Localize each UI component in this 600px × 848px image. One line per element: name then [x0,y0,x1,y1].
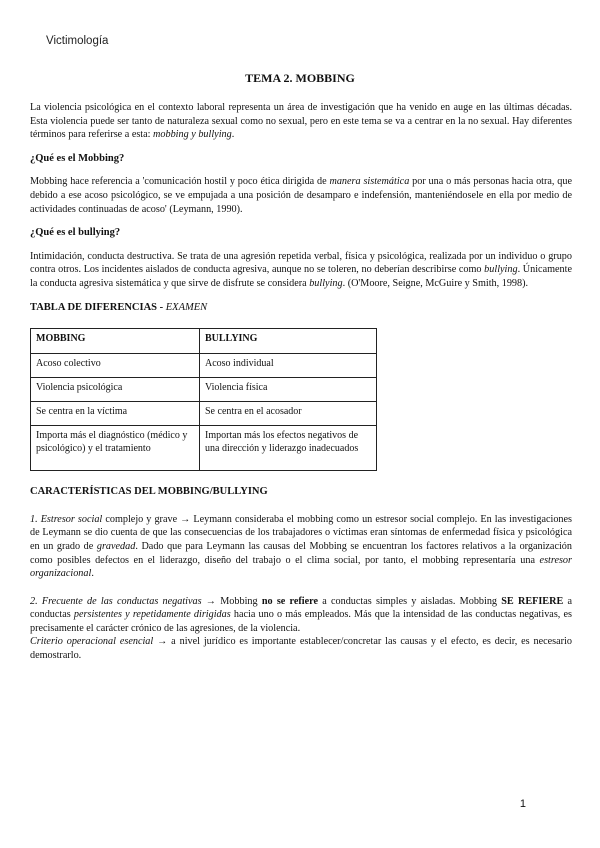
table-row [31,354,377,378]
bullying-text-b: . Únicamente la conducta agresiva sistemática y que sirve de disfrute se considera [30,264,572,289]
item2-text-d: hacia uno o más empleados. Más que la intensidad de las conductas negativas, es precisamente el carácter crónico de las agresiones, de la violencia. [30,609,572,634]
document-body [30,101,572,663]
bullying-emph-b: bullying [309,277,343,289]
mobbing-paragraph [30,175,572,216]
intro-text: La violencia psicológica en el contexto laboral representa un área de investigación que ha venido en auge en las últimas décadas. Esta violencia puede ser tanto de naturaleza sexual como no sexual, pero en este tema se va a centrar en la no sexual. Hay diferentes términos para referirse a esta: [30,102,572,141]
bullying-heading: ¿Qué es el bullying? [30,227,121,239]
table-cell-mobbing: Se centra en la víctima [31,402,200,426]
item2-text-b: a conductas simples y aisladas. Mobbing [318,595,502,607]
table-cell-bullying: Se centra en el acosador [200,402,377,426]
table-cell-mobbing: Acoso colectivo [31,354,200,378]
item1-text-a: complejo y grave → Leymann consideraba el mobbing como un estresor social complejo. En las investigaciones de Leymann se dio cuenta de que las consecuencias de los trabajadores o víctimas eran síntomas de enfermedad física y psicológica en un grado de [30,513,572,552]
document-header: Victimología [46,35,109,47]
item1-emph-b: estresor organizacional [30,554,572,580]
characteristic-item-2 [30,595,572,636]
item2-bold-a: no se refiere [261,595,318,607]
bullying-text-c: . (O'Moore, Seigne, McGuire y Smith, 1998). [342,277,529,289]
column-header-mobbing: MOBBING [31,329,200,354]
table-heading-emph: EXAMEN [165,301,208,313]
intro-terms: mobbing y bullying [153,129,232,141]
table-heading [30,301,572,315]
characteristics-heading: CARACTERÍSTICAS DEL MOBBING/BULLYING [30,486,268,498]
intro-paragraph: La violencia psicológica en el contexto laboral representa un área de investigación que ha venido en auge en las últimas décadas. Esta violencia puede ser tanto de naturaleza sexual como no sexual, pero en este tema se va a centrar en la no sexual. Hay diferentes términos para referirse a esta: mobbing y bullying. [30,102,572,141]
page-number: 1 [519,798,526,810]
characteristic-item-3 [30,635,572,662]
item1-label: 1. Estresor social [30,513,103,525]
item2-text-c: a conductas [30,595,573,621]
item3-label: Criterio operacional esencial [30,636,154,648]
bullying-emph-a: bullying [484,264,518,276]
table-cell-mobbing: Violencia psicológica [31,378,200,402]
item2-text-a: → Mobbing [201,595,262,607]
item2-emph-a: persistentes y repetidamente dirigidas [73,609,231,621]
page-title: TEMA 2. MOBBING [245,71,355,85]
bullying-paragraph [30,250,572,291]
table-row [31,378,377,402]
mobbing-text-a: Mobbing hace referencia a 'comunicación hostil y poco ética dirigida de [30,176,330,188]
item2-label: 2. Frecuente de las conductas negativas [30,595,202,607]
item1-text-b: . Dado que para Leymann las causas del Mobbing se encuentran los factores relativos a la organización como posibles defectos en el liderazgo, diseño del trabajo o el clima social, por tanto, el mobbing representaría una [30,540,572,566]
table-header-row [31,329,377,354]
table-cell-bullying: Acoso individual [200,354,377,378]
item2-bold-b: SE REFIERE [501,595,564,607]
bullying-text-a: Intimidación, conducta destructiva. Se trata de una agresión repetida verbal, física y psicológica, realizada por un individuo o grupo contra otros. Los incidentes aislados de conducta agresiva, aunque no se toleren, no deberían describirse como [30,250,572,276]
mobbing-heading: ¿Qué es el Mobbing? [30,152,125,164]
table-heading-text: TABLA DE DIFERENCIAS - [30,301,166,313]
column-header-bullying: BULLYING [200,329,377,354]
differences-table [30,328,377,471]
table-row [31,402,377,426]
characteristic-item-1 [30,513,572,581]
table-cell-mobbing: Importa más el diagnóstico (médico y psicológico) y el tratamiento [31,426,200,471]
mobbing-emph: manera sistemática [329,176,410,188]
item3-text: → a nivel jurídico es importante establecer/concretar las causas y el efecto, es decir, es necesario demostrarlo. [30,636,572,662]
item1-text-c: . [91,568,94,580]
table-cell-bullying: Violencia física [200,378,377,402]
mobbing-text-b: por una o más personas hacia otra, que debido a ese acoso psicológico, se ve empujada a una posición de desamparo e indefensión, manteniéndosele en ella por medio de actividades continuadas de acoso' (Leymann, 1990). [30,176,573,215]
item1-emph-a: gravedad [96,540,136,552]
table-row [31,426,377,471]
table-cell-bullying: Importan más los efectos negativos de una dirección y liderazgo inadecuados [200,426,377,471]
